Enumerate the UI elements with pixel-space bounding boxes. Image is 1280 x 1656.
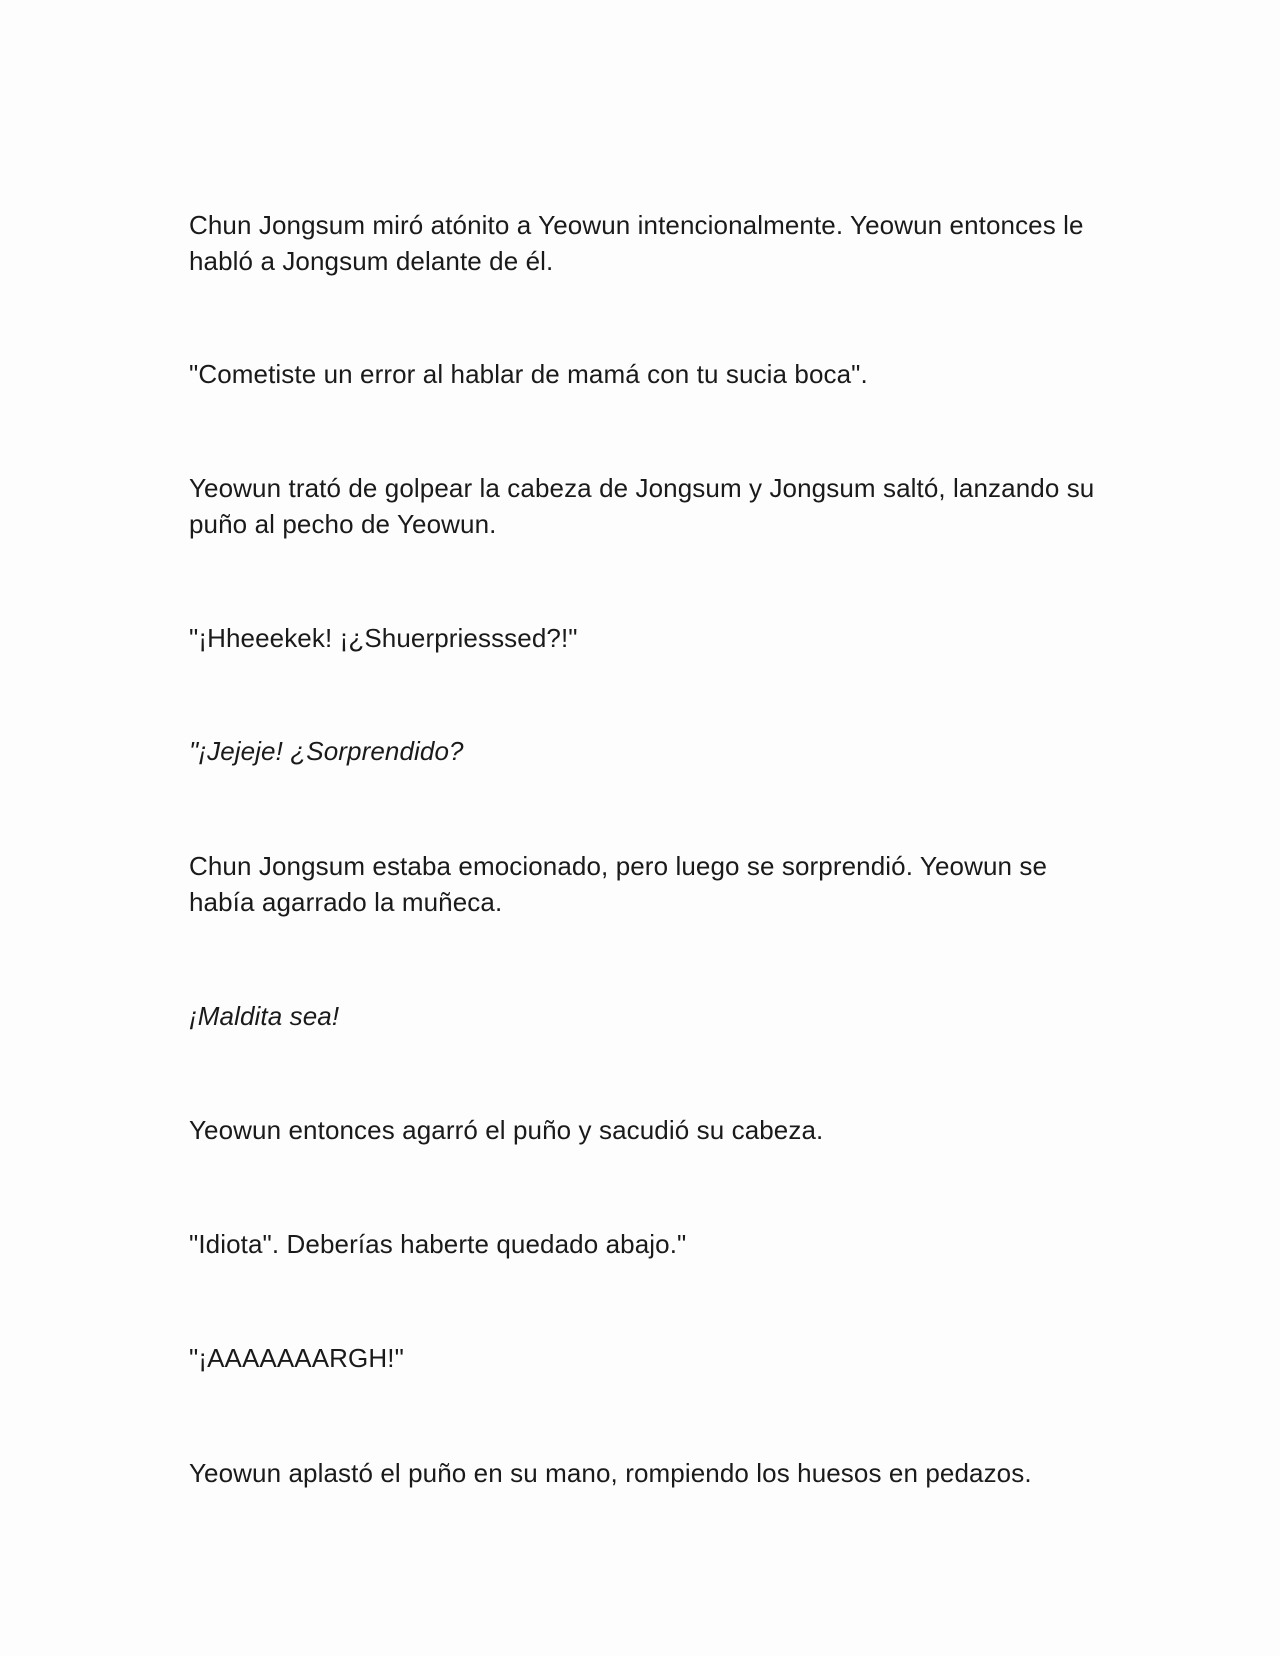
paragraph-3: Yeowun trató de golpear la cabeza de Jongsum y Jongsum saltó, lanzando su puño al pecho de Yeowun. (189, 473, 1095, 539)
paragraph-2: "Cometiste un error al hablar de mamá con tu sucia boca". (189, 359, 868, 389)
paragraph-6: Chun Jongsum estaba emocionado, pero luego se sorprendió. Yeowun se había agarrado la muñeca. (189, 851, 1048, 917)
paragraph-9: "Idiota". Deberías haberte quedado abajo." (189, 1229, 687, 1259)
paragraph-8: Yeowun entonces agarró el puño y sacudió su cabeza. (189, 1115, 824, 1145)
paragraph-11: Yeowun aplastó el puño en su mano, rompiendo los huesos en pedazos. (189, 1458, 1032, 1488)
paragraph-4: "¡Hheeekek! ¡¿Shuerpriesssed?!" (189, 623, 578, 653)
paragraph-10: "¡AAAAAAARGH!" (189, 1343, 404, 1373)
paragraph-1: Chun Jongsum miró atónito a Yeowun intencionalmente. Yeowun entonces le habló a Jongsum delante de él. (189, 210, 1084, 276)
paragraph-5: "¡Jejeje! ¿Sorprendido? (189, 736, 464, 766)
paragraph-7: ¡Maldita sea! (189, 1001, 340, 1031)
